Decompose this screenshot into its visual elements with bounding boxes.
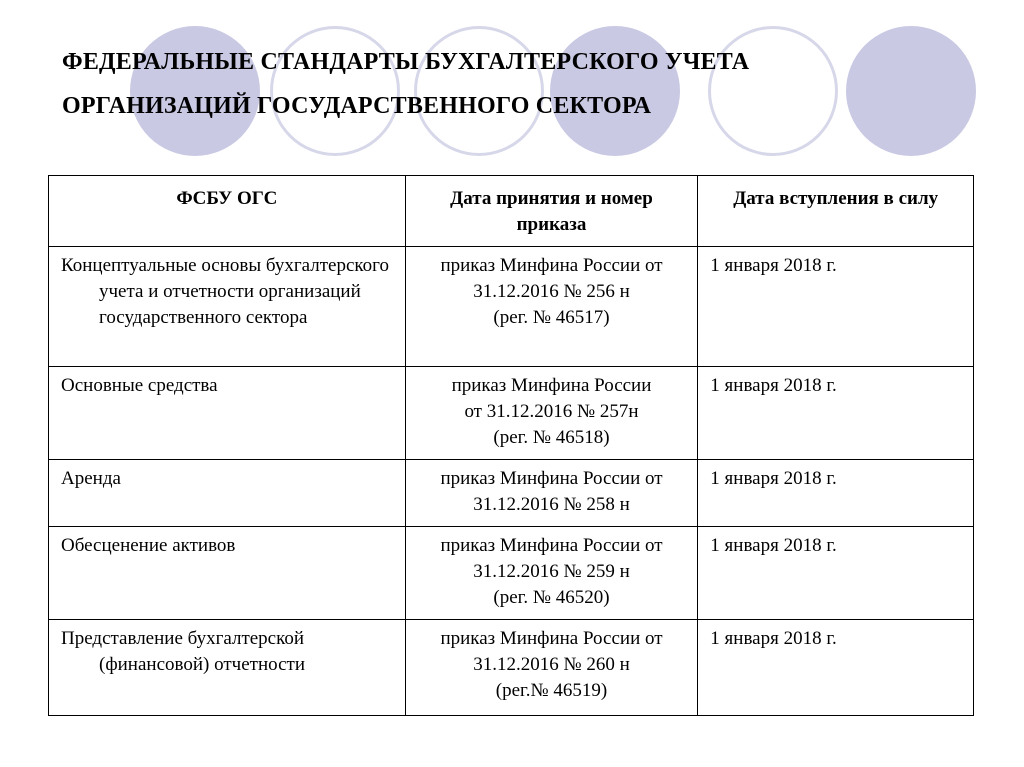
order-line: (рег.№ 46519) — [495, 680, 608, 701]
table-header-row — [49, 176, 974, 247]
order-line: приказ Минфина России — [451, 375, 652, 396]
page-title — [62, 40, 962, 128]
effective-date: 1 января 2018 г. — [698, 460, 974, 527]
header-standard: ФСБУ ОГС — [49, 176, 406, 247]
effective-date: 1 января 2018 г. — [698, 527, 974, 620]
order-info — [405, 367, 698, 460]
title-line-1: ФЕДЕРАЛЬНЫЕ СТАНДАРТЫ БУХГАЛТЕРСКОГО УЧЕТА — [62, 49, 750, 75]
effective-date: 1 января 2018 г. — [698, 247, 974, 367]
order-info — [405, 460, 698, 527]
order-line: 31.12.2016 № 256 н — [473, 281, 630, 302]
effective-date: 1 января 2018 г. — [698, 367, 974, 460]
order-line: (рег. № 46517) — [493, 307, 610, 328]
standard-name: Аренда — [49, 460, 406, 527]
order-line: (рег. № 46518) — [493, 427, 610, 448]
order-info — [405, 247, 698, 367]
order-line: приказ Минфина России от — [440, 255, 663, 276]
order-line: приказ Минфина России от — [440, 628, 663, 649]
table-row — [49, 247, 974, 367]
header-effective-date: Дата вступления в силу — [698, 176, 974, 247]
order-line: приказ Минфина России от — [440, 468, 663, 489]
effective-date: 1 января 2018 г. — [698, 620, 974, 716]
order-line: от 31.12.2016 № 257н — [464, 401, 639, 422]
standard-name: Основные средства — [49, 367, 406, 460]
table-row — [49, 460, 974, 527]
table-row — [49, 620, 974, 716]
title-line-2: ОРГАНИЗАЦИЙ ГОСУДАРСТВЕННОГО СЕКТОРА — [62, 93, 652, 119]
order-line: 31.12.2016 № 258 н — [473, 494, 630, 515]
table-row — [49, 527, 974, 620]
header-order: Дата принятия и номер приказа — [405, 176, 698, 247]
order-line: 31.12.2016 № 259 н — [473, 561, 630, 582]
standard-name: Представление бухгалтерской (финансовой) отчетности — [49, 620, 406, 716]
order-line: 31.12.2016 № 260 н — [473, 654, 630, 675]
order-info — [405, 527, 698, 620]
standards-table — [48, 175, 974, 716]
standard-name: Обесценение активов — [49, 527, 406, 620]
order-line: приказ Минфина России от — [440, 535, 663, 556]
order-line: (рег. № 46520) — [493, 587, 610, 608]
table-row — [49, 367, 974, 460]
order-info — [405, 620, 698, 716]
standard-name: Концептуальные основы бухгалтерского учета и отчетности организаций государственного сектора — [49, 247, 406, 367]
